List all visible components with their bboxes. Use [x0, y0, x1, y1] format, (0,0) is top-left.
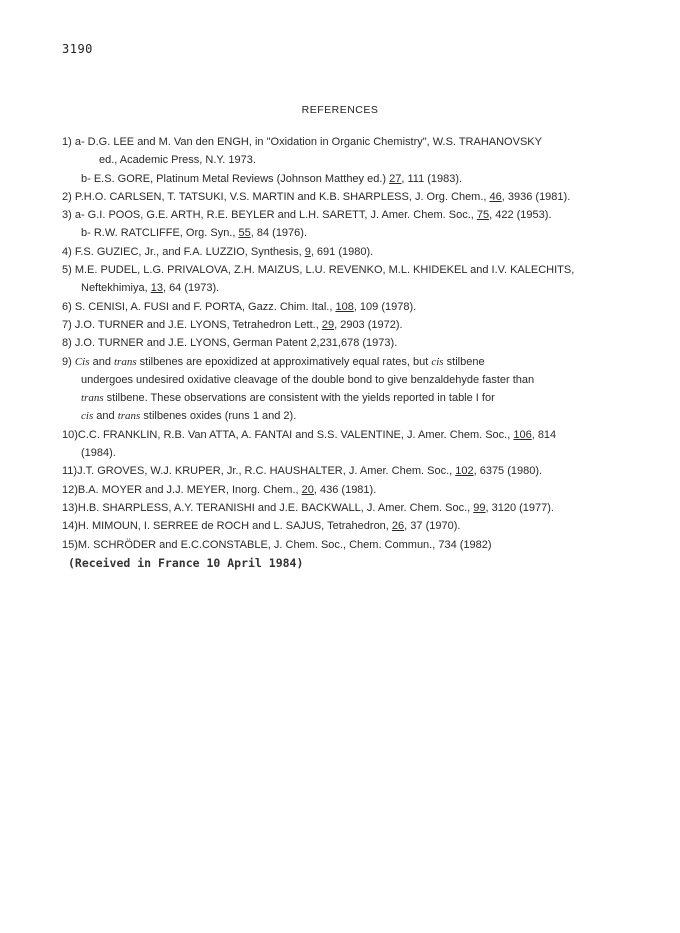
reference-9-line-4: cis and trans stilbenes oxides (runs 1 and 2). — [81, 410, 297, 423]
reference-10-line-2: (1984). — [81, 447, 116, 460]
reference-1a-line-1: 1) a- D.G. LEE and M. Van den ENGH, in "Oxidation in Organic Chemistry", W.S. TRAHANOVSKY — [62, 136, 542, 148]
reference-5-line-2: Neftekhimiya, 13, 64 (1973). — [81, 282, 220, 295]
reference-5-line-1: 5) M.E. PUDEL, L.G. PRIVALOVA, Z.H. MAIZUS, L.U. REVENKO, M.L. KHIDEKEL and I.V. KALECHITS, — [62, 264, 575, 277]
reference-13: 13)H.B. SHARPLESS, A.Y. TERANISHI and J.E. BACKWALL, J. Amer. Chem. Soc., 99, 3120 (1977). — [62, 501, 554, 514]
reference-list — [62, 133, 652, 554]
section-title: REFERENCES — [301, 104, 379, 116]
page-number: 3190 — [62, 42, 93, 56]
reference-1b: b- E.S. GORE, Platinum Metal Reviews (Johnson Matthey ed.) 27, 111 (1983). — [81, 172, 463, 185]
reference-9-line-3: trans stilbene. These observations are consistent with the yields reported in table I for — [81, 392, 495, 405]
reference-7: 7) J.O. TURNER and J.E. LYONS, Tetrahedron Lett., 29, 2903 (1972). — [62, 318, 403, 331]
reference-6: 6) S. CENISI, A. FUSI and F. PORTA, Gazz. Chim. Ital., 108, 109 (1978). — [62, 300, 417, 313]
reference-3a: 3) a- G.I. POOS, G.E. ARTH, R.E. BEYLER and L.H. SARETT, J. Amer. Chem. Soc., 75, 422 (1953). — [62, 209, 552, 222]
reference-12: 12)B.A. MOYER and J.J. MEYER, Inorg. Chem., 20, 436 (1981). — [62, 483, 377, 496]
reference-2: 2) P.H.O. CARLSEN, T. TATSUKI, V.S. MARTIN and K.B. SHARPLESS, J. Org. Chem., 46, 3936 (1981). — [62, 190, 571, 203]
reference-11: 11)J.T. GROVES, W.J. KRUPER, Jr., R.C. HAUSHALTER, J. Amer. Chem. Soc., 102, 6375 (1980). — [62, 465, 543, 478]
reference-9-line-1: 9) Cis and trans stilbenes are epoxidized at approximatively equal rates, but cis stilbene — [62, 355, 485, 368]
reference-15: 15)M. SCHRÖDER and E.C.CONSTABLE, J. Chem. Soc., Chem. Commun., 734 (1982) — [62, 538, 492, 551]
reference-1a-line-2: ed., Academic Press, N.Y. 1973. — [99, 154, 256, 167]
received-date-note: (Received in France 10 April 1984) — [68, 556, 304, 570]
reference-10-line-1: 10)C.C. FRANKLIN, R.B. Van ATTA, A. FANTAI and S.S. VALENTINE, J. Amer. Chem. Soc., 106, 814 — [62, 428, 557, 441]
reference-4: 4) F.S. GUZIEC, Jr., and F.A. LUZZIO, Synthesis, 9, 691 (1980). — [62, 245, 374, 258]
reference-3b: b- R.W. RATCLIFFE, Org. Syn., 55, 84 (1976). — [81, 227, 308, 240]
reference-8: 8) J.O. TURNER and J.E. LYONS, German Patent 2,231,678 (1973). — [62, 337, 398, 350]
reference-14: 14)H. MIMOUN, I. SERREE de ROCH and L. SAJUS, Tetrahedron, 26, 37 (1970). — [62, 520, 461, 533]
reference-9-line-2: undergoes undesired oxidative cleavage of the double bond to give benzaldehyde faster than — [81, 373, 535, 386]
